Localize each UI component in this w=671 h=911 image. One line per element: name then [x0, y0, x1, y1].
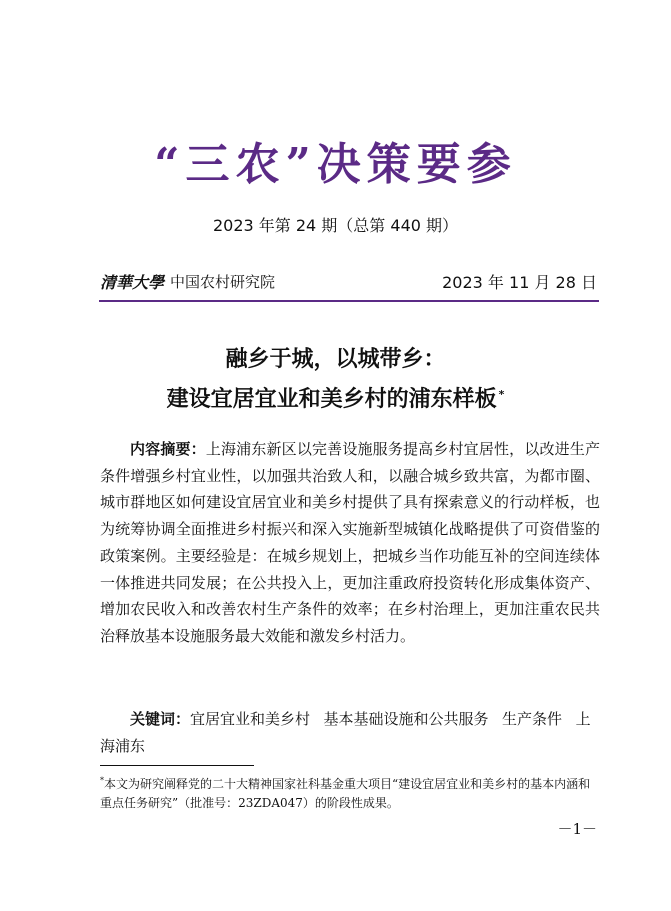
keyword-item: 上海浦东: [100, 710, 591, 755]
abstract-text: 上海浦东新区以完善设施服务提高乡村宜居性，以改进生产条件增强乡村宜业性，以加强共治致人和，以融合城乡致共富，为都市圈、城市群地区如何建设宜居宜业和美乡村提供了具有探索意义的行动样板，也为统筹协调全面推进乡村振兴和深入实施新型城镇化战略提供了可资借鉴的政策案例。主要经验是：在城乡规划上，把城乡当作功能互补的空间连续体一体推进共同发展；在公共投入上，更加注重政府投资转化形成集体资产、增加农民收入和改善农村生产条件的效率；在乡村治理上，更加注重农民共治释放基本设施服务最大效能和激发乡村活力。: [100, 440, 600, 645]
header-divider: [99, 300, 599, 302]
publication-date: 2023 年 11 月 28 日: [442, 273, 597, 292]
issue-number: 2023 年第 24 期（总第 440 期）: [212, 216, 459, 235]
page-number: －1－: [557, 820, 597, 838]
keyword-item: 基本基础设施和公共服务: [323, 710, 489, 728]
title-footnote-marker: *: [498, 387, 505, 401]
masthead-title: “三农”决策要参: [154, 139, 517, 190]
abstract-paragraph: [100, 436, 600, 650]
keyword-item: 宜居宜业和美乡村: [190, 710, 311, 728]
keywords-paragraph: [100, 706, 600, 759]
article-title-line2: [0, 382, 671, 413]
footnote-text: 本文为研究阐释党的二十大精神国家社科基金重大项目“建设宜居宜业和美乡村的基本内涵和重点任务研究”（批准号：23ZDA047）的阶段性成果。: [100, 777, 591, 810]
keyword-item: 生产条件: [502, 710, 563, 728]
footnote-marker: *: [100, 776, 104, 785]
keywords-label: 关键词：: [130, 710, 191, 728]
footnote: [100, 771, 600, 813]
institute-name: 中国农村研究院: [170, 273, 276, 291]
title-line2-text: 建设宜居宜业和美乡村的浦东样板: [166, 387, 497, 412]
footnote-divider: [100, 765, 254, 766]
article-title-line1: 融乡于城，以城带乡：: [225, 347, 446, 372]
university-logo: 清華大學: [100, 273, 165, 292]
abstract-label: 内容摘要：: [130, 440, 206, 458]
